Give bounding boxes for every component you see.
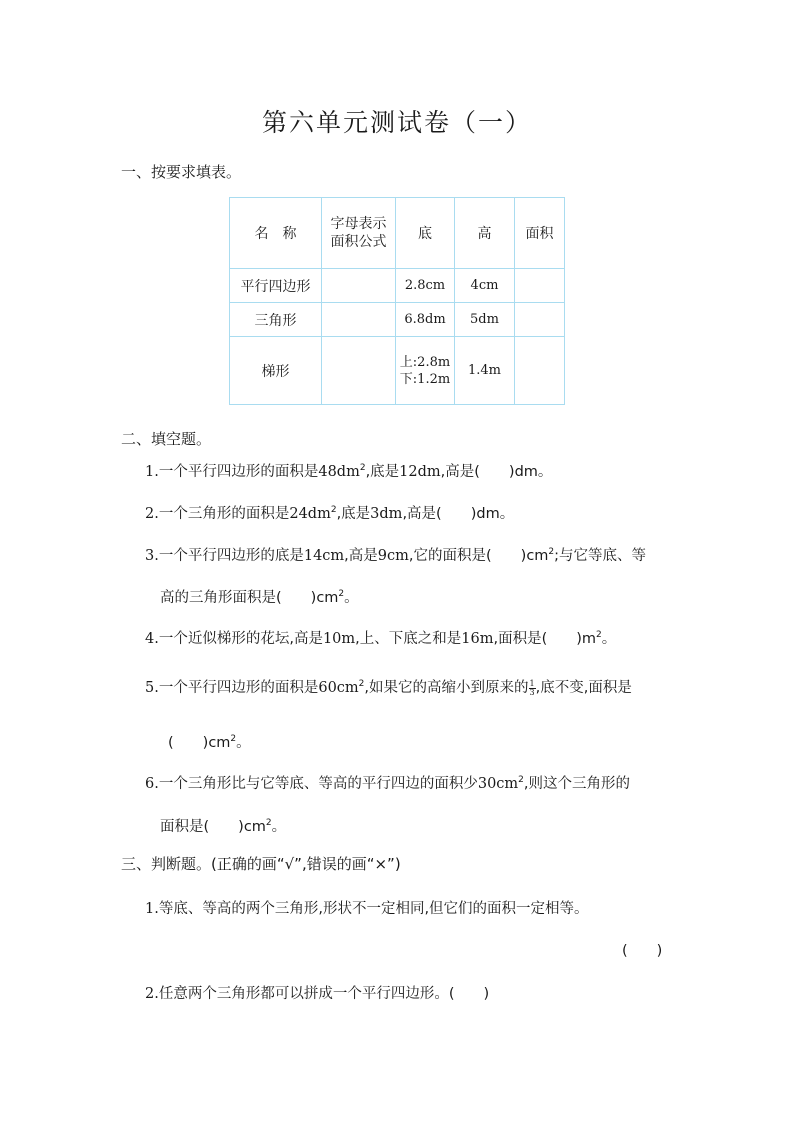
row-height: 5dm: [455, 303, 515, 337]
row-formula-cell[interactable]: [322, 269, 396, 303]
table-header-row: [230, 198, 565, 269]
question-2-4: 4.一个近似梯形的花坛,高是10m,上、下底之和是16m,面积是( )$m^2$。: [145, 630, 617, 647]
section-2-heading: 二、填空题。: [121, 430, 212, 448]
question-2-6-line2: 面积是( )$cm^2$。: [160, 818, 287, 835]
page-title: 第六单元测试卷（一）: [261, 108, 532, 137]
section-3-heading: 三、判断题。(正确的画“√”,错误的画“×”): [121, 855, 401, 873]
header-base: 底: [396, 198, 455, 269]
question-2-6: 6.一个三角形比与它等底、等高的平行四边的面积少$30cm^2$,则这个三角形的: [145, 775, 631, 792]
row-area-cell[interactable]: [515, 269, 565, 303]
row-height: 1.4m: [455, 337, 515, 405]
question-2-3-line2: 高的三角形面积是( )$cm^2$。: [160, 589, 359, 606]
row-formula-cell[interactable]: [322, 303, 396, 337]
fraction-one-third: $\frac{1}{3}$: [529, 678, 535, 697]
header-area: 面积: [515, 198, 565, 269]
table-row: [230, 303, 565, 337]
question-2-2: 2.一个三角形的面积是$24dm^2$,底是3dm,高是( )dm。: [145, 505, 515, 522]
answer-parentheses[interactable]: ( ): [622, 943, 663, 959]
row-height: 4cm: [455, 269, 515, 303]
question-2-3: 3.一个平行四边形的底是14cm,高是9cm,它的面积是( )$cm^2$;与它等底、等: [145, 547, 647, 564]
row-base: [396, 337, 455, 405]
header-height: 高: [455, 198, 515, 269]
row-name: 梯形: [230, 337, 322, 405]
table-row: [230, 337, 565, 405]
header-formula-line1: 字母表示: [330, 216, 387, 232]
row-area-cell[interactable]: [515, 337, 565, 405]
question-2-5-line2: ( )$cm^2$。: [168, 734, 251, 751]
row-base-bottom: 下:1.2m: [399, 371, 451, 387]
row-name: 平行四边形: [230, 269, 322, 303]
row-base-top: 上:2.8m: [399, 354, 451, 370]
row-name: 三角形: [230, 303, 322, 337]
header-name: 名 称: [230, 198, 322, 269]
row-base: 2.8cm: [396, 269, 455, 303]
fill-table: [229, 197, 565, 405]
question-2-1: 1.一个平行四边形的面积是$48dm^2$,底是12dm,高是( )dm。: [145, 463, 553, 480]
row-formula-cell[interactable]: [322, 337, 396, 405]
header-formula: [322, 198, 396, 269]
section-1-heading: 一、按要求填表。: [121, 163, 242, 181]
header-formula-line2: 面积公式: [330, 234, 387, 250]
question-3-2: 2.任意两个三角形都可以拼成一个平行四边形。( ): [145, 986, 490, 1002]
row-area-cell[interactable]: [515, 303, 565, 337]
question-2-5: 5.一个平行四边形的面积是$60cm^2$,如果它的高缩小到原来的 $\frac{1}{3}$ ,底不变,面积是: [145, 678, 632, 697]
row-base: 6.8dm: [396, 303, 455, 337]
table-row: [230, 269, 565, 303]
question-3-1: 1.等底、等高的两个三角形,形状不一定相同,但它们的面积一定相等。: [145, 901, 589, 917]
